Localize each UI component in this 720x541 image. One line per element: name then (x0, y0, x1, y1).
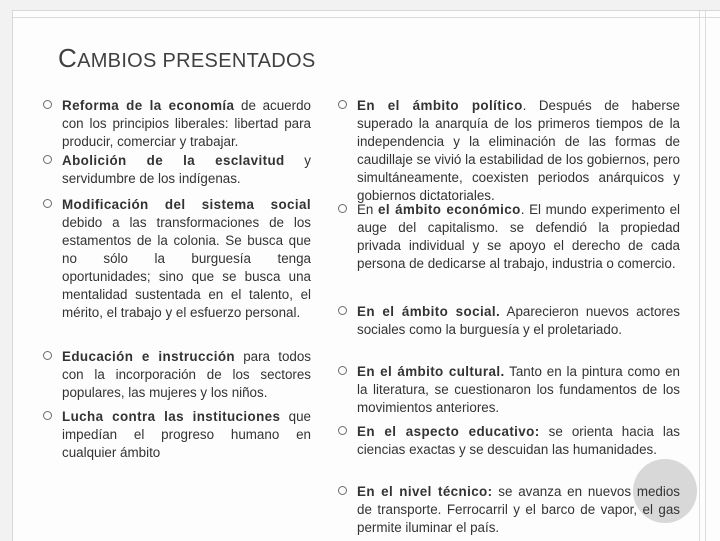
list-item (43, 348, 311, 408)
item-text: de acuerdo con los principios liberales: libertad para producir, comerciar y trabajar. (62, 98, 311, 149)
item-heading: Modificación del sistema social (62, 197, 311, 212)
bullet-circle-icon (338, 366, 347, 375)
bullet-circle-icon (338, 306, 347, 315)
frame-line (699, 11, 700, 541)
list-item (43, 408, 311, 462)
item-heading: el ámbito económico (378, 202, 521, 217)
item-heading: En el ámbito social. (357, 304, 501, 319)
item-text: Aparecieron nuevos actores sociales como la burguesía y el proletariado. (357, 304, 681, 337)
item-prefix: En (357, 202, 379, 217)
slide (12, 10, 720, 541)
list-item (43, 97, 311, 152)
bullet-circle-icon (43, 100, 52, 109)
item-heading: Lucha contra las instituciones (62, 409, 281, 424)
list-item (338, 201, 680, 303)
item-heading: En el ámbito cultural. (357, 364, 505, 379)
list-item (338, 303, 680, 363)
title-rest: AMBIOS PRESENTADOS (77, 50, 316, 72)
frame-line (705, 11, 706, 541)
item-text: que impedían el progreso humano en cualquier ámbito (62, 409, 311, 460)
left-column (43, 97, 311, 462)
bullet-circle-icon (43, 411, 52, 420)
item-text: se orienta hacia las ciencias exactas y se descuidan las humanidades. (357, 424, 680, 457)
bullet-circle-icon (43, 351, 52, 360)
bullet-circle-icon (43, 199, 52, 208)
bullet-circle-icon (338, 100, 347, 109)
item-heading: Educación e instrucción (62, 349, 235, 364)
item-heading: En el ámbito político (357, 98, 523, 113)
item-text: se avanza en nuevos medios de transporte. Ferrocarril y el barco de vapor, el gas permite iluminar el país. (357, 484, 680, 535)
title-initial: C (58, 43, 78, 73)
item-heading: En el aspecto educativo: (357, 424, 540, 439)
right-column (338, 97, 680, 537)
item-text: debido a las transformaciones de los estamentos de la colonia. Se busca que no sólo la burguesía tenga oportunidades; sino que se busca una mentalidad sustentada en el talento, el mérito, el trabajo y el esfuerzo personal. (62, 215, 311, 320)
item-text: Tanto en la pintura como en la literatura, se cuestionaron los fundamentos de los movimientos anteriores. (357, 364, 680, 415)
bullet-circle-icon (338, 426, 347, 435)
list-item (338, 423, 680, 483)
item-heading: Abolición de la esclavitud (62, 153, 285, 168)
item-text: . El mundo experimento el auge del capitalismo. se defendió la propiedad privada individual y se apoyo el derecho de cada persona de dedicarse al trabajo, industria o comercio. (357, 202, 680, 271)
page-title (58, 43, 316, 74)
list-item (338, 97, 680, 201)
item-text: y servidumbre de los indígenas. (62, 153, 311, 186)
item-heading: En el nivel técnico: (357, 484, 493, 499)
list-item (338, 363, 680, 423)
item-text: . Después de haberse superado la anarquía de los primeros tiempos de la independencia y la eliminación de las formas de caudillaje se vivió la estabilidad de los gobiernos, pero simultáneamente, coexisten periodos anárquicos y gobiernos dictatoriales. (357, 98, 680, 203)
bullet-circle-icon (338, 204, 347, 213)
list-item (338, 483, 680, 537)
list-item (43, 196, 311, 348)
frame-line (13, 17, 720, 18)
bullet-circle-icon (43, 155, 52, 164)
item-text: para todos con la incorporación de los sectores populares, las mujeres y los niños. (62, 349, 311, 400)
item-heading: Reforma de la economía (62, 98, 235, 113)
list-item (43, 152, 311, 196)
bullet-circle-icon (338, 486, 347, 495)
